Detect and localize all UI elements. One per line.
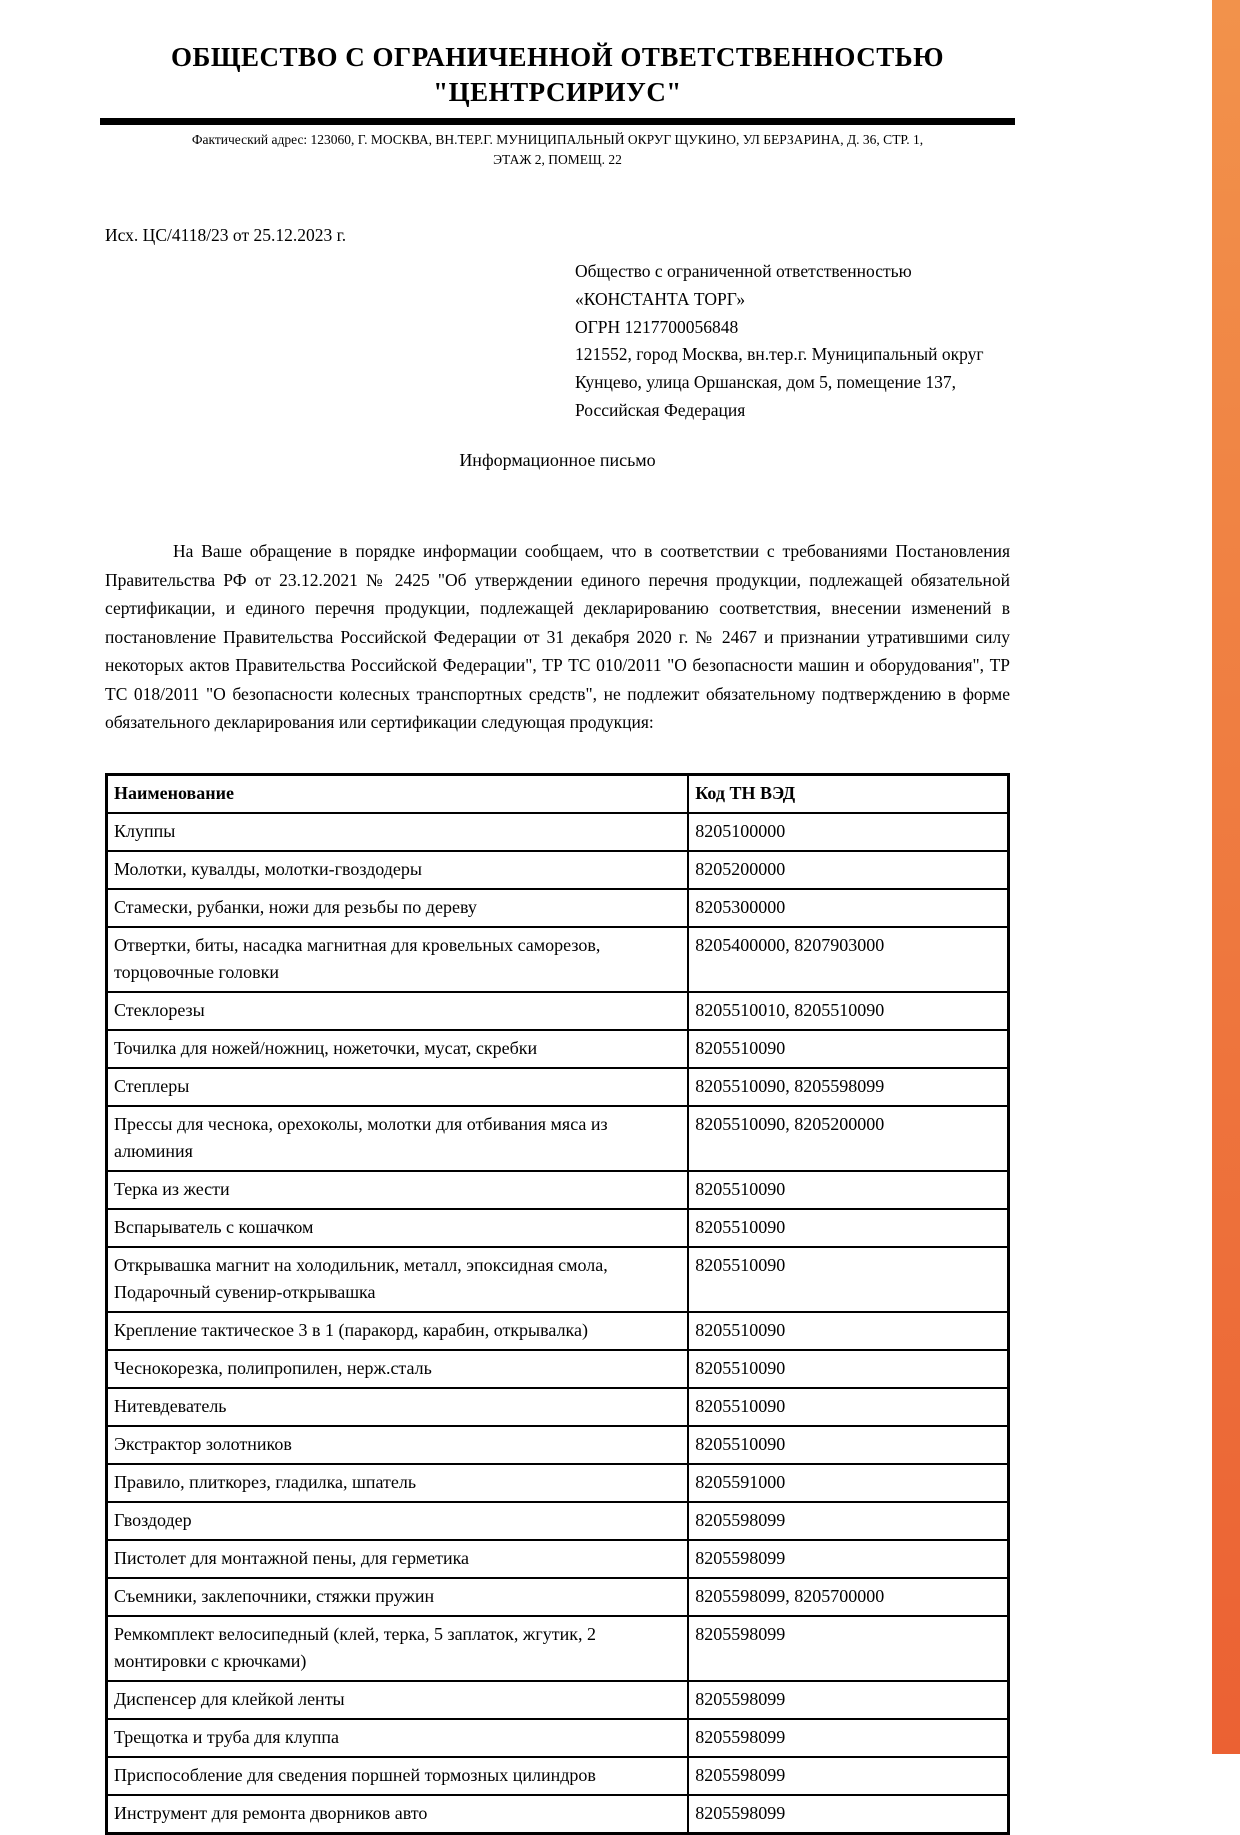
tn-ved-code-cell: 8205598099 — [688, 1681, 1008, 1719]
recipient-line: Общество с ограниченной ответственностью — [575, 261, 912, 282]
tn-ved-code-cell: 8205510090 — [688, 1030, 1008, 1068]
table-row — [107, 1030, 1009, 1068]
table-row — [107, 1464, 1009, 1502]
table-row — [107, 1209, 1009, 1247]
product-name-cell: Отвертки, биты, насадка магнитная для кровельных саморезов, торцовочные головки — [107, 927, 689, 992]
table-row — [107, 813, 1009, 851]
outgoing-ref-number: Исх. ЦС/4118/23 от 25.12.2023 г. — [105, 225, 347, 246]
product-name-cell: Съемники, заклепочники, стяжки пружин — [107, 1578, 689, 1616]
company-name — [105, 40, 1010, 110]
table-row — [107, 927, 1009, 992]
tn-ved-code-cell: 8205510090 — [688, 1388, 1008, 1426]
table-row — [107, 1312, 1009, 1350]
product-name-cell: Нитевдеватель — [107, 1388, 689, 1426]
recipient-line: 121552, город Москва, вн.тер.г. Муниципальный округ — [575, 344, 984, 365]
tn-ved-code-cell: 8205400000, 8207903000 — [688, 927, 1008, 992]
product-name-cell: Молотки, кувалды, молотки-гвоздодеры — [107, 851, 689, 889]
company-name-line1: ОБЩЕСТВО С ОГРАНИЧЕННОЙ ОТВЕТСТВЕННОСТЬЮ — [171, 42, 944, 72]
company-name-line2: "ЦЕНТРСИРИУС" — [433, 77, 682, 108]
table-row — [107, 1719, 1009, 1757]
product-name-cell: Открывашка магнит на холодильник, металл, эпоксидная смола, Подарочный сувенир-открывашка — [107, 1247, 689, 1312]
recipient-line: ОГРН 1217700056848 — [575, 316, 739, 337]
tn-ved-code-cell: 8205510090, 8205200000 — [688, 1106, 1008, 1171]
table-row — [107, 1068, 1009, 1106]
recipient-block — [575, 258, 1010, 424]
product-name-cell: Пистолет для монтажной пены, для герметика — [107, 1540, 689, 1578]
product-name-cell: Чеснокорезка, полипропилен, нерж.сталь — [107, 1350, 689, 1388]
recipient-line: Российская Федерация — [575, 399, 746, 420]
tn-ved-code-cell: 8205510090 — [688, 1247, 1008, 1312]
product-name-cell: Правило, плиткорез, гладилка, шпатель — [107, 1464, 689, 1502]
table-row — [107, 1540, 1009, 1578]
recipient-line: «КОНСТАНТА ТОРГ» — [575, 288, 746, 309]
tn-ved-code-cell: 8205300000 — [688, 889, 1008, 927]
product-name-cell: Клуппы — [107, 813, 689, 851]
product-name-cell: Инструмент для ремонта дворников авто — [107, 1795, 689, 1834]
product-name-cell: Вспарыватель с кошачком — [107, 1209, 689, 1247]
tn-ved-code-cell: 8205510090 — [688, 1350, 1008, 1388]
tn-ved-code-cell: 8205510090 — [688, 1426, 1008, 1464]
table-row — [107, 1681, 1009, 1719]
tn-ved-code-cell: 8205591000 — [688, 1464, 1008, 1502]
letterhead-address-line1: Фактический адрес: 123060, Г. МОСКВА, ВН.ТЕР.Г. МУНИЦИПАЛЬНЫЙ ОКРУГ ЩУКИНО, УЛ БЕРЗАРИНА, Д. 36, СТР. 1, — [191, 132, 924, 148]
tn-ved-code-cell: 8205510090 — [688, 1209, 1008, 1247]
product-name-cell: Терка из жести — [107, 1171, 689, 1209]
accent-stripe — [1212, 0, 1240, 1754]
table-row — [107, 1350, 1009, 1388]
product-name-cell: Прессы для чеснока, орехоколы, молотки для отбивания мяса из алюминия — [107, 1106, 689, 1171]
table-row — [107, 1106, 1009, 1171]
table-row — [107, 1171, 1009, 1209]
product-name-cell: Степлеры — [107, 1068, 689, 1106]
table-row — [107, 1502, 1009, 1540]
tn-ved-code-cell: 8205598099 — [688, 1795, 1008, 1834]
table-row — [107, 1426, 1009, 1464]
table-header-name: Наименование — [107, 774, 689, 813]
product-name-cell: Крепление тактическое 3 в 1 (паракорд, карабин, открывалка) — [107, 1312, 689, 1350]
body-paragraph: На Ваше обращение в порядке информации сообщаем, что в соответствии с требованиями Постановления Правительства РФ от 23.12.2021 № 2425 "Об утверждении единого перечня продукции, подлежащей обязательной сертификации, и единого перечня продукции, подлежащей декларированию соответствия, внесении изменений в постановление Правительства Российской Федерации от 31 декабря 2020 г. № 2467 и признании утратившими силу некоторых актов Правительства Российской Федерации", ТР ТС 010/2011 "О безопасности машин и оборудования", ТР ТС 018/2011 "О безопасности колесных транспортных средств", не подлежит обязательному подтверждению в форме обязательного декларирования или сертификации следующая продукция: — [105, 541, 1010, 733]
letterhead-address — [105, 130, 1010, 169]
tn-ved-code-cell: 8205598099 — [688, 1502, 1008, 1540]
product-name-cell: Приспособление для сведения поршней тормозных цилиндров — [107, 1757, 689, 1795]
tn-ved-code-cell: 8205598099 — [688, 1719, 1008, 1757]
table-row — [107, 1388, 1009, 1426]
table-row — [107, 1757, 1009, 1795]
table-row — [107, 1578, 1009, 1616]
tn-ved-code-cell: 8205200000 — [688, 851, 1008, 889]
product-name-cell: Диспенсер для клейкой ленты — [107, 1681, 689, 1719]
tn-ved-code-cell: 8205510090 — [688, 1171, 1008, 1209]
product-name-cell: Стеклорезы — [107, 992, 689, 1030]
tn-ved-code-cell: 8205510090 — [688, 1312, 1008, 1350]
product-name-cell: Экстрактор золотников — [107, 1426, 689, 1464]
table-row — [107, 851, 1009, 889]
product-name-cell: Точилка для ножей/ножниц, ножеточки, мусат, скребки — [107, 1030, 689, 1068]
table-row — [107, 992, 1009, 1030]
letterhead — [105, 0, 1010, 169]
table-row — [107, 1795, 1009, 1834]
table-row — [107, 1247, 1009, 1312]
tn-ved-code-cell: 8205598099, 8205700000 — [688, 1578, 1008, 1616]
tn-ved-code-cell: 8205598099 — [688, 1757, 1008, 1795]
document-content — [105, 0, 1010, 1835]
product-name-cell: Ремкомплект велосипедный (клей, терка, 5 заплаток, жгутик, 2 монтировки с крючками) — [107, 1616, 689, 1681]
tn-ved-code-cell: 8205100000 — [688, 813, 1008, 851]
product-name-cell: Стамески, рубанки, ножи для резьбы по дереву — [107, 889, 689, 927]
products-table — [105, 773, 1010, 1835]
product-name-cell: Трещотка и труба для клуппа — [107, 1719, 689, 1757]
tn-ved-code-cell: 8205510090, 8205598099 — [688, 1068, 1008, 1106]
table-row — [107, 889, 1009, 927]
letterhead-address-line2: ЭТАЖ 2, ПОМЕЩ. 22 — [493, 151, 622, 167]
recipient-line: Кунцево, улица Оршанская, дом 5, помещение 137, — [575, 371, 957, 392]
letterhead-divider-rule — [100, 118, 1015, 125]
tn-ved-code-cell: 8205598099 — [688, 1616, 1008, 1681]
table-header-row — [107, 774, 1009, 813]
tn-ved-code-cell: 8205598099 — [688, 1540, 1008, 1578]
table-row — [107, 1616, 1009, 1681]
product-name-cell: Гвоздодер — [107, 1502, 689, 1540]
table-header-code: Код ТН ВЭД — [688, 774, 1008, 813]
document-title: Информационное письмо — [459, 450, 656, 471]
tn-ved-code-cell: 8205510010, 8205510090 — [688, 992, 1008, 1030]
